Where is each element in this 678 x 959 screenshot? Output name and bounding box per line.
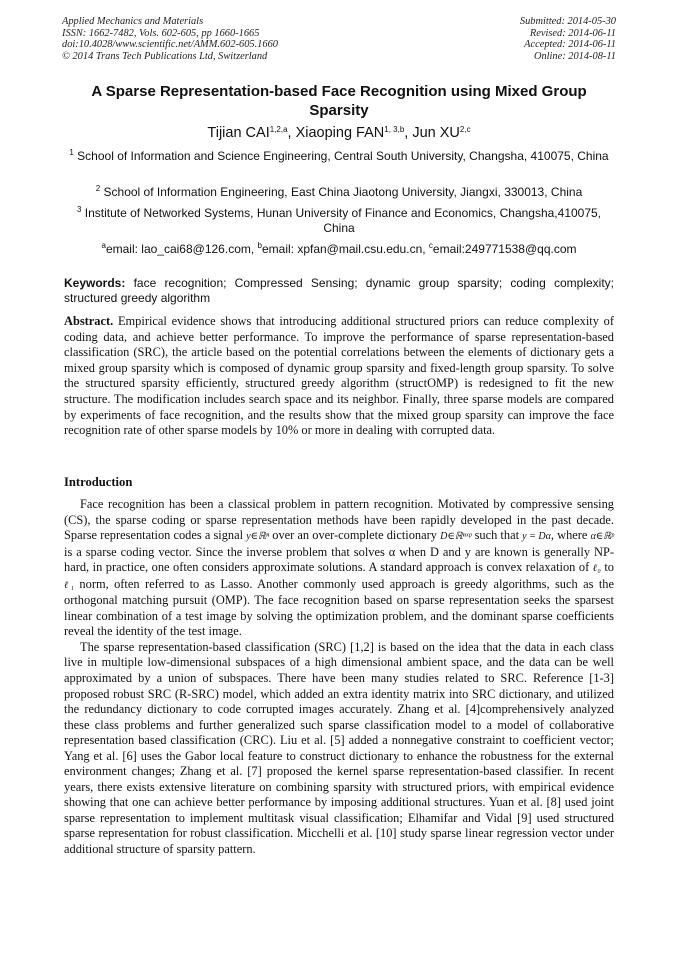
paragraph-text: Face recognition has been a classical problem in pattern recognition. Motivated by compressive sensing (CS), the sparse coding or sparse representation methods have been rapidly developed in the past decade. Sparse representation codes a signal <box>64 497 614 543</box>
journal-info <box>62 16 278 62</box>
author-name: Xiaoping FAN <box>295 125 385 141</box>
affiliation-text: School of Information Engineering, East China Jiaotong University, Jiangxi, 330013, China <box>103 185 583 199</box>
paragraph-text: is a sparse coding vector. Since the inverse problem that solves α when D and y are known is generally NP-hard, in practice, one often considers approximate solutions. A standard approach is convex relaxation of <box>64 544 614 575</box>
issn: ISSN: 1662-7482, Vols. 602-605, pp 1660-1665 <box>62 27 260 39</box>
email-mark: c <box>428 241 433 250</box>
publication-dates <box>520 16 616 62</box>
revised-date: Revised: 2014-06-11 <box>529 27 616 39</box>
author-name: Tijian CAI <box>207 125 270 141</box>
affiliation-text: School of Information and Science Engineering, Central South University, Changsha, 410075, China <box>77 149 609 163</box>
math-inline: ℓ₀ <box>592 563 601 575</box>
author-affiliation-mark: 1, 3,b <box>384 125 405 134</box>
affiliation <box>64 206 614 236</box>
doi: doi:10.4028/www.scientific.net/AMM.602-605.1660 <box>62 39 278 50</box>
abstract <box>64 314 614 439</box>
paragraph-text: such that <box>474 528 520 543</box>
author-list: Tijian CAI$^{1,2,a}$, Xiaoping FAN$^{1, 3,b}$, Jun XU$^{2,c}$ <box>207 125 471 141</box>
abstract-label: Abstract. <box>64 314 114 328</box>
math-inline: D∈ℝⁿˣᵖ <box>440 531 472 543</box>
affiliation-number: 2 <box>95 184 101 193</box>
affiliation <box>64 185 614 200</box>
author-affiliation-mark: 1,2,a <box>269 125 288 134</box>
paragraph-text: norm, often referred to as Lasso. Another commonly used approach is greedy algorithms, such as the orthogonal matching pursuit (OMP). The face recognition based on sparse representation seeks the sparsest linear combination of a test image by solving the optimization problem, and the dominant sparse coefficients reveal the identity of the test image. <box>64 576 614 639</box>
affiliation-text: Institute of Networked Systems, Hunan University of Finance and Economics, Changsha,410075, China <box>84 206 602 235</box>
affiliation <box>64 149 614 164</box>
email-mark: b <box>257 241 262 250</box>
paragraph <box>64 497 614 640</box>
paper-title: A Sparse Representation-based Face Recognition using Mixed Group Sparsity <box>91 83 587 119</box>
abstract-text: Empirical evidence shows that introducing additional structured priors can reduce complexity of coding data, and achieve better performance. To improve the performance of sparse representation-based classification (SRC), the article based on the potential correlations between the elements of dictionary gets a mixed group sparsity which is composed of dynamic group sparsity and fixed-length group sparsity. To solve the structured sparsity efficiently, structured greedy algorithm (structOMP) is redesigned to fit the new structure. The modification includes search space and its neighbor. Finally, three sparse models are compared by experiments of face recognition, and the results show that the mixed group sparsity can improve the face recognition rate of other sparse models by 10% or more in dealing with corrupted data. <box>64 314 614 438</box>
paragraph-text: to <box>604 560 614 575</box>
email-address: email: xpfan@mail.csu.edu.cn, <box>261 242 429 256</box>
online-date: Online: 2014-08-11 <box>533 50 616 62</box>
email-line <box>64 242 614 257</box>
paragraph: The sparse representation-based classification (SRC) [1,2] is based on the idea that the data in each class live in multiple low-dimensional subspaces of a high dimensional ambient space, and the data can be well approximated by a union of subspaces. There have been many studies related to SRC. Reference [1-3] proposed robust SRC (R-SRC) model, which added an extra identity matrix into SRC dictionary, and utilized the redundancy dictionary to code corrupted images accurately. Zhang et al. [4]comprehensively analyzed these class problems and further generalized such sparse classification model to a model of collaborative representation based classification (CRC). Liu et al. [5] added a nonnegative constraint to coefficient vector; Yang et al. [6] uses the Gabor local feature to construct dictionary to enhance the robustness for the external environment changes; Zhang et al. [7] proposed the kernel sparse representation-based classifier. In recent years, there exists extensive literature on combining sparsity with structured priors, with empirical evidence showing that one can achieve better performance by imposing additional structures. Yuan et al. [8] used joint sparse representation to implement multitask visual classification; Elhamifar and Vidal [9] used structured sparse representation for robust classification. Micchelli et al. [10] study sparse linear regression vector under additional structure of sparsity pattern. <box>64 639 614 857</box>
author-affiliation-mark: 2,c <box>459 125 471 134</box>
math-inline: ℓ₁ <box>64 579 74 591</box>
keywords-text: face recognition; Compressed Sensing; dynamic group sparsity; coding complexity; structured greedy algorithm <box>64 276 614 305</box>
email-address: email: lao_cai68@126.com, <box>105 242 258 256</box>
accepted-date: Accepted: 2014-06-11 <box>524 39 616 50</box>
introduction-body <box>64 497 614 858</box>
affiliation-number: 3 <box>76 205 82 214</box>
paragraph-text: over an over-complete dictionary <box>272 528 437 543</box>
math-inline: y∈ℝⁿ <box>246 531 270 543</box>
math-inline: y = Dα <box>522 531 551 543</box>
keywords-label: Keywords: <box>64 276 126 290</box>
affiliation-number: 1 <box>69 148 74 157</box>
submitted-date: Submitted: 2014-05-30 <box>519 16 616 27</box>
copyright: © 2014 Trans Tech Publications Ltd, Switzerland <box>62 50 268 62</box>
email-mark: a <box>101 241 106 250</box>
journal-name: Applied Mechanics and Materials <box>62 16 204 27</box>
author-name: Jun XU <box>412 125 460 141</box>
section-heading: Introduction <box>64 475 133 489</box>
keywords <box>64 276 614 306</box>
paragraph-text: , where <box>550 528 588 543</box>
email-address: email:249771538@qq.com <box>432 242 577 256</box>
math-inline: α∈ℝᵖ <box>590 531 614 543</box>
